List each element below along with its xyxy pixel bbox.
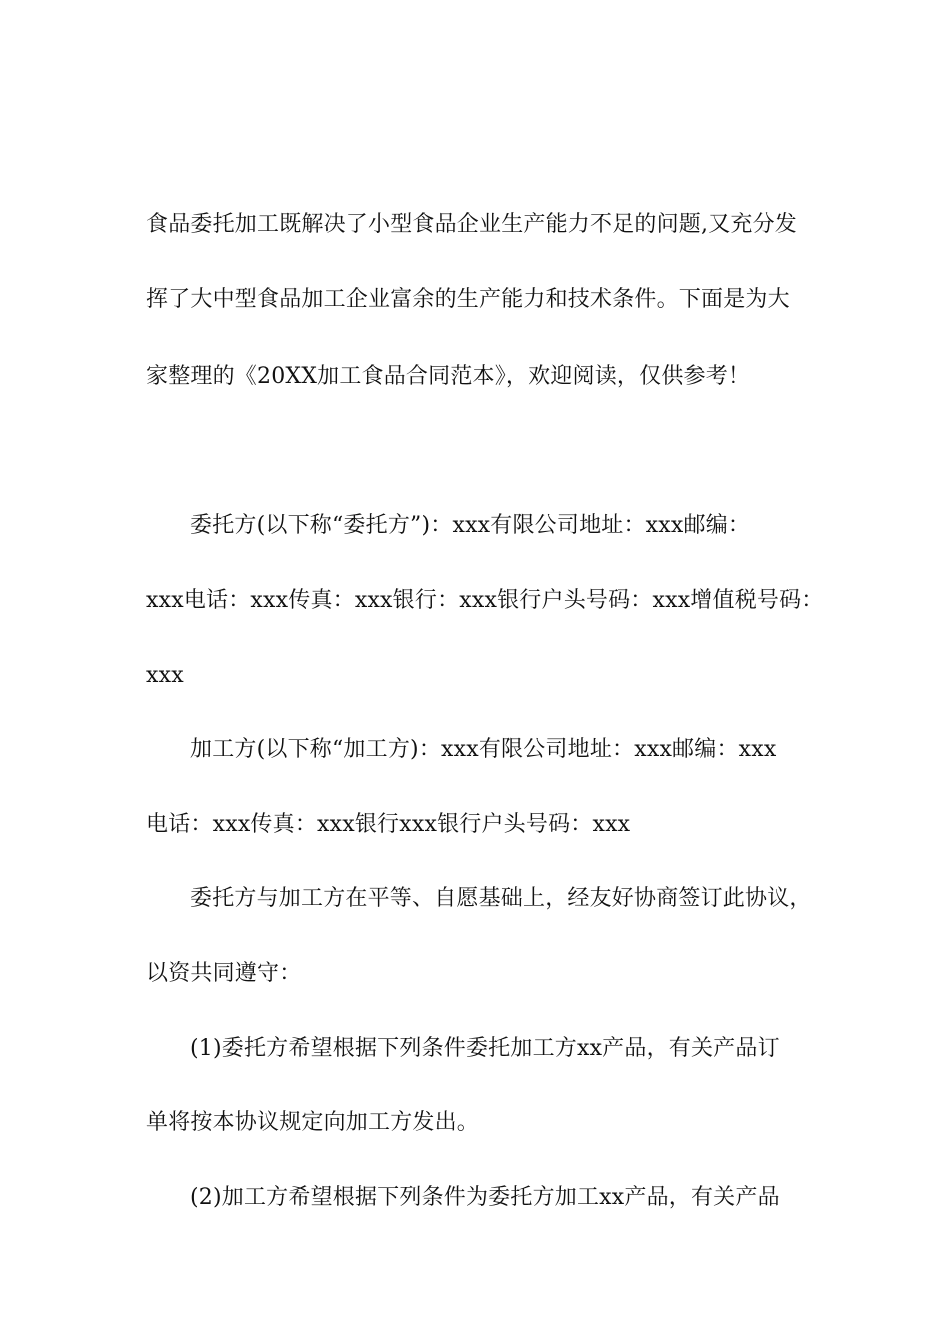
principal-line-3: xxx bbox=[146, 663, 184, 688]
agreement-line-2: 以资共同遵守： bbox=[146, 961, 302, 986]
processor-line-1: 加工方(以下称“加工方)：xxx有限公司地址：xxx邮编：xxx bbox=[190, 737, 777, 762]
principal-line-2: xxx电话：xxx传真：xxx银行：xxx银行户头号码：xxx增值税号码： bbox=[146, 588, 824, 613]
intro-line-1: 食品委托加工既解决了小型食品企业生产能力不足的问题,又充分发 bbox=[146, 212, 797, 237]
intro-line-3: 家整理的《20XX加工食品合同范本》，欢迎阅读，仅供参考！ bbox=[146, 364, 751, 389]
principal-line-1: 委托方(以下称“委托方”)：xxx有限公司地址：xxx邮编： bbox=[190, 513, 751, 538]
agreement-line-1: 委托方与加工方在平等、自愿基础上，经友好协商签订此协议， bbox=[190, 886, 812, 911]
processor-line-2: 电话：xxx传真：xxx银行xxx银行户头号码：xxx bbox=[146, 812, 631, 837]
clause-1-line-1: (1)委托方希望根据下列条件委托加工方xx产品，有关产品订 bbox=[190, 1036, 780, 1061]
clause-1-line-2: 单将按本协议规定向加工方发出。 bbox=[146, 1110, 480, 1135]
intro-line-2: 挥了大中型食品加工企业富余的生产能力和技术条件。下面是为大 bbox=[146, 287, 790, 312]
clause-2-line-1: (2)加工方希望根据下列条件为委托方加工xx产品，有关产品 bbox=[190, 1185, 780, 1210]
